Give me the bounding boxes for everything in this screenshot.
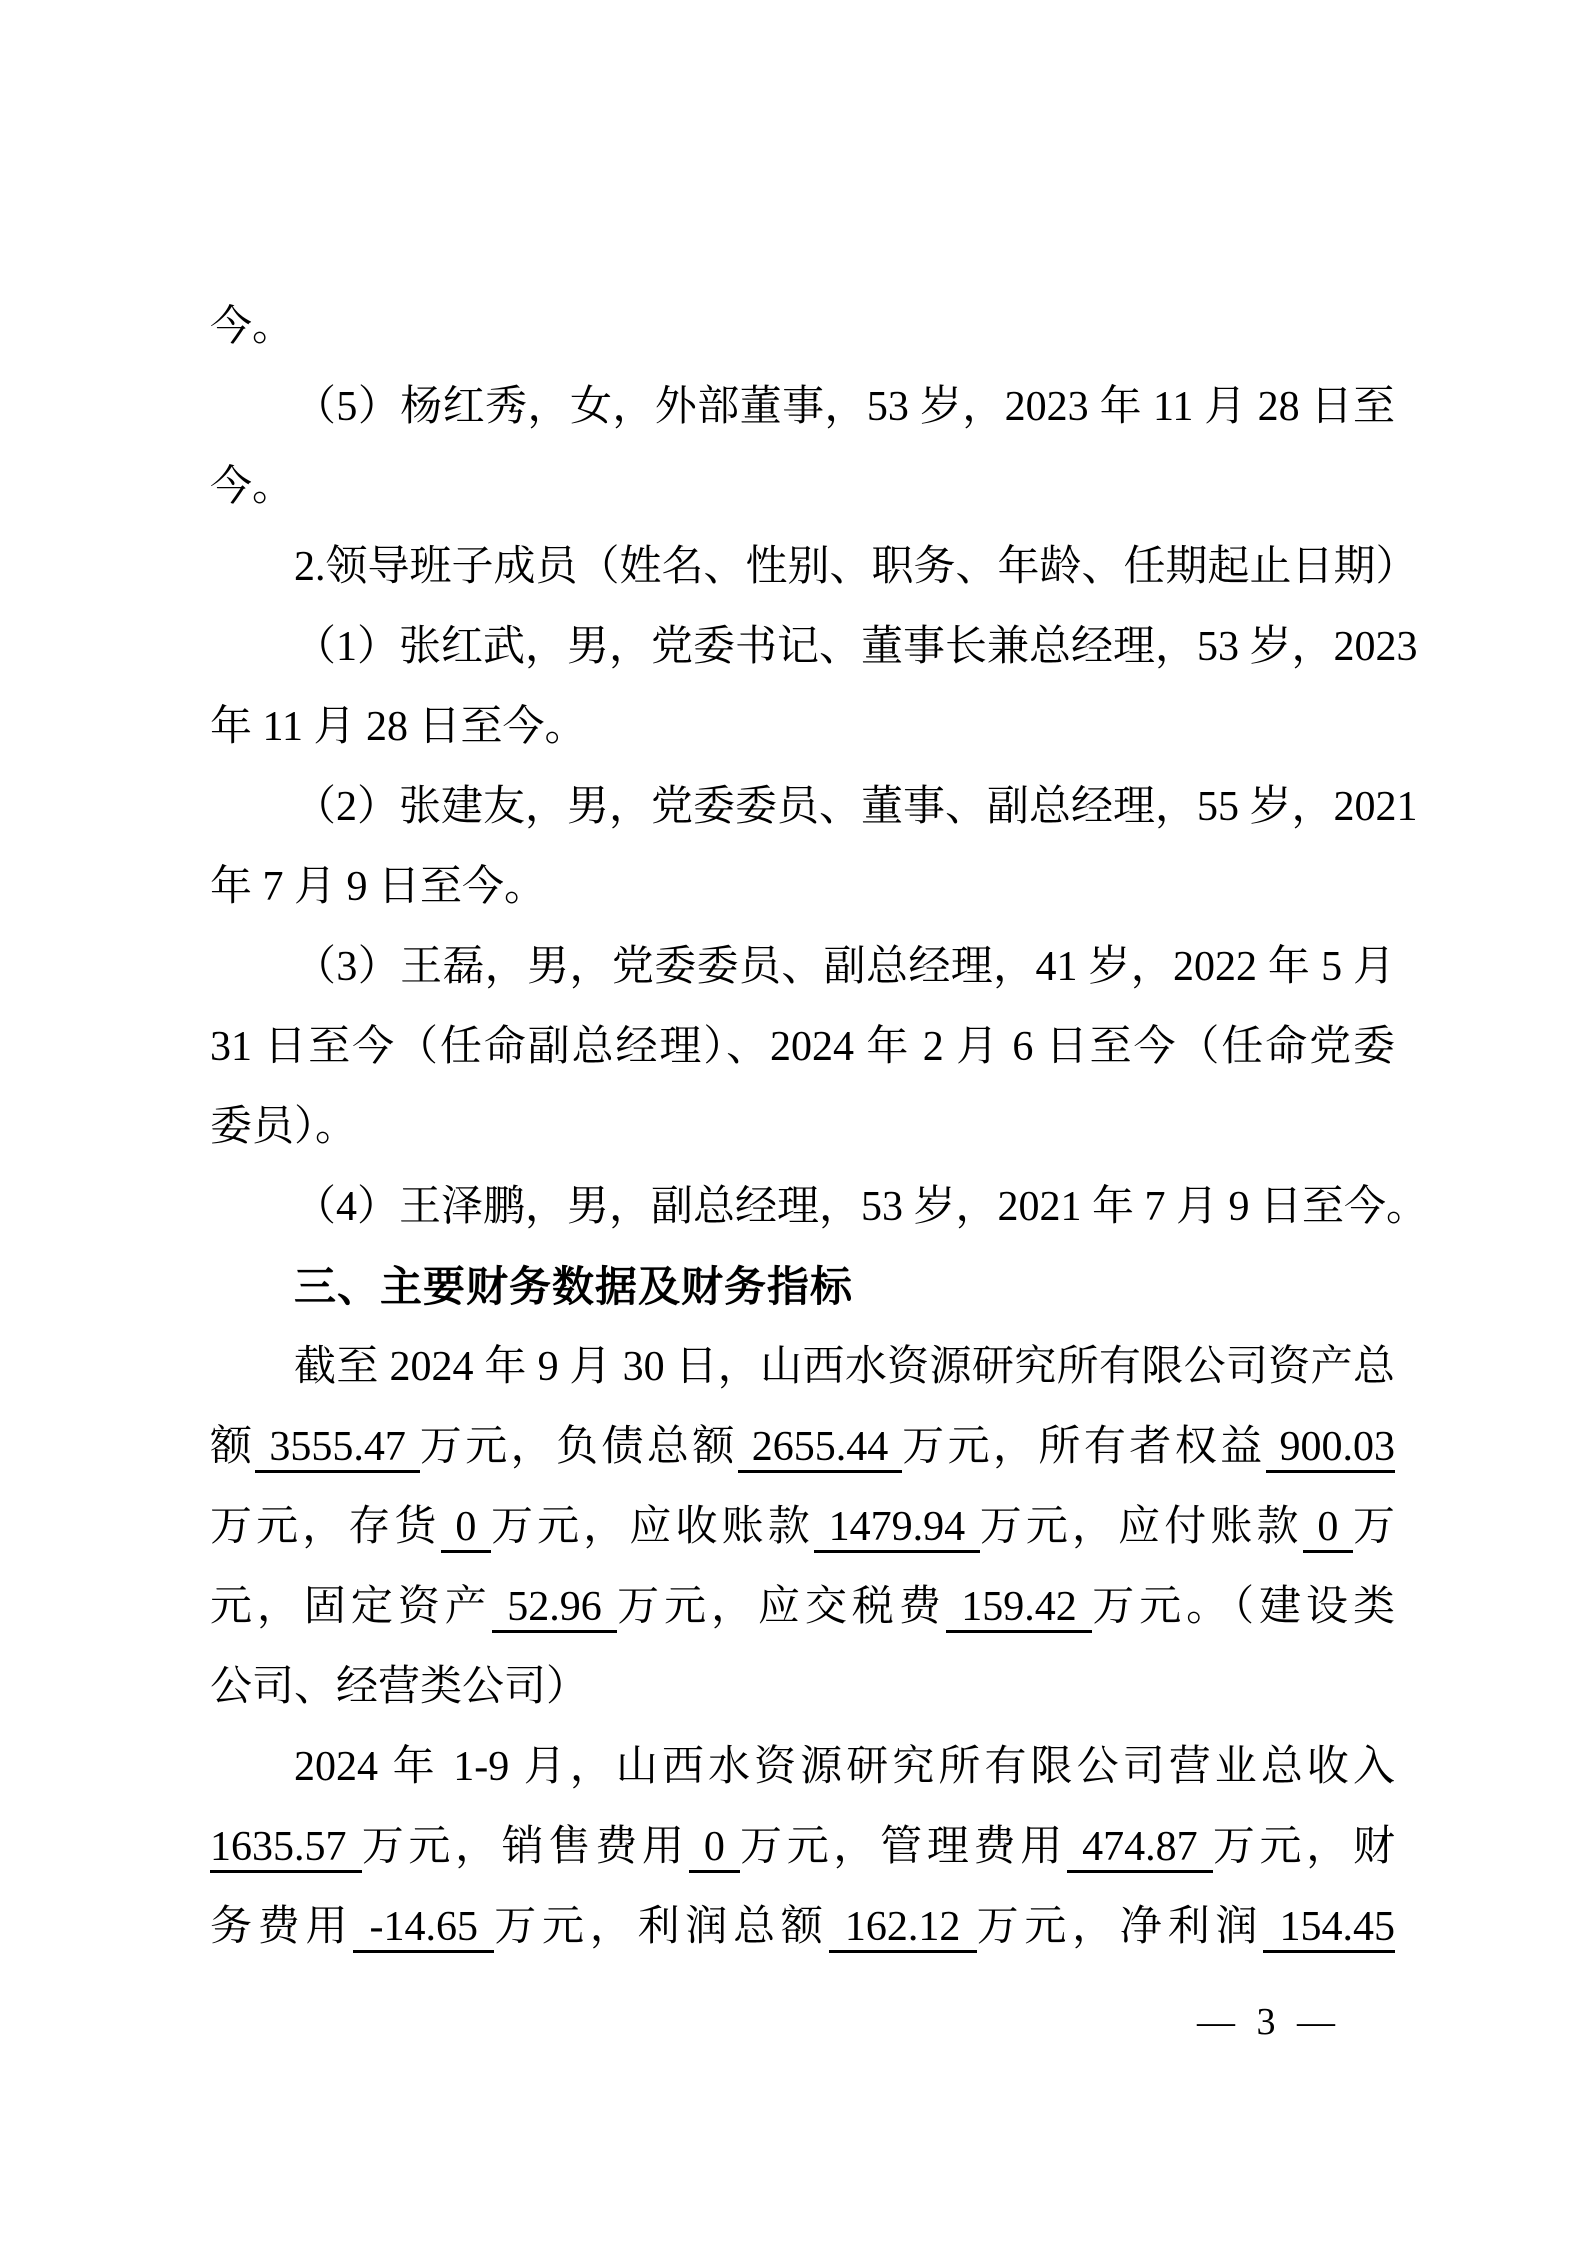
document-line: [210, 1887, 1395, 1967]
section-heading: [210, 1247, 1395, 1327]
text-segment: （5）杨红秀，女，外部董事，53 岁，2023 年 11 月 28 日至: [294, 384, 1395, 430]
underlined-value: 1635.57: [210, 1824, 362, 1873]
text-segment: 2.领导班子成员（姓名、性别、职务、年龄、任期起止日期）: [294, 544, 1418, 590]
document-line: [210, 527, 1418, 607]
text-segment: 今。: [210, 464, 295, 510]
text-segment: 额: [210, 1424, 256, 1470]
text-segment: 元，固定资产: [210, 1584, 492, 1630]
document-line: [210, 847, 1395, 927]
document-line: [210, 927, 1395, 1007]
document-line: [210, 767, 1418, 847]
text-segment: 今。: [210, 304, 295, 350]
text-segment: 万元，利润总额: [494, 1904, 829, 1950]
document-line: [210, 687, 1395, 767]
document-line: [210, 1087, 1395, 1167]
text-segment: 年 11 月 28 日至今。: [210, 704, 587, 750]
underlined-value: 1479.94: [814, 1504, 980, 1553]
text-segment: 2024 年 1-9 月，山西水资源研究所有限公司营业总收入: [294, 1744, 1395, 1790]
text-segment: 万元，存货: [210, 1504, 441, 1550]
document-line: [210, 1807, 1395, 1887]
page-number: — 3 —: [1197, 2001, 1335, 2043]
text-segment: 截至 2024 年 9 月 30 日，山西水资源研究所有限公司资产总: [294, 1344, 1395, 1390]
underlined-value: 52.96: [492, 1584, 617, 1633]
text-segment: 务费用: [210, 1904, 354, 1950]
document-body: [210, 287, 1429, 1967]
underlined-value: 2655.44: [738, 1424, 902, 1473]
document-line: [210, 607, 1418, 687]
underlined-value: -14.65: [353, 1904, 494, 1953]
text-segment: 万元，应付账款: [979, 1504, 1303, 1550]
document-line: [210, 1007, 1395, 1087]
document-line: [210, 367, 1395, 447]
document-line: [210, 1727, 1395, 1807]
text-segment: 万元，应交税费: [617, 1584, 946, 1630]
text-segment: （3）王磊，男，党委委员、副总经理，41 岁，2022 年 5 月: [294, 944, 1395, 990]
text-segment: （4）王泽鹏，男，副总经理，53 岁，2021 年 7 月 9 日至今。: [294, 1184, 1429, 1230]
text-segment: 万元。（建设类: [1092, 1584, 1395, 1630]
underlined-value: 474.87: [1067, 1824, 1213, 1873]
text-segment: 31 日至今（任命副总经理）、2024 年 2 月 6 日至今（任命党委: [210, 1024, 1395, 1070]
document-line: [210, 1407, 1395, 1487]
text-segment: 三、主要财务数据及财务指标: [294, 1263, 854, 1310]
underlined-value: 159.42: [946, 1584, 1092, 1633]
document-line: [210, 1647, 1395, 1727]
document-line: [210, 1327, 1395, 1407]
underlined-value: 0: [441, 1504, 491, 1553]
text-segment: 万: [1352, 1504, 1395, 1550]
text-segment: 万元，财: [1212, 1824, 1395, 1870]
text-segment: （1）张红武，男，党委书记、董事长兼总经理，53 岁，2023: [294, 624, 1418, 670]
underlined-value: 900.03: [1266, 1424, 1395, 1473]
text-segment: 年 7 月 9 日至今。: [210, 864, 547, 910]
underlined-value: 154.45: [1263, 1904, 1395, 1953]
underlined-value: 0: [689, 1824, 740, 1873]
underlined-value: 3555.47: [255, 1424, 419, 1473]
document-line: [210, 447, 1395, 527]
text-segment: 万元，净利润: [976, 1904, 1264, 1950]
underlined-value: 162.12: [829, 1904, 977, 1953]
text-segment: 委员）。: [210, 1104, 358, 1150]
document-line: [210, 1167, 1429, 1247]
text-segment: 万元，销售费用: [361, 1824, 689, 1870]
document-line: [210, 287, 1395, 367]
text-segment: 万元，所有者权益: [902, 1424, 1266, 1470]
text-segment: 公司、经营类公司）: [210, 1664, 589, 1710]
text-segment: 万元，管理费用: [740, 1824, 1067, 1870]
document-line: [210, 1567, 1395, 1647]
underlined-value: 0: [1303, 1504, 1353, 1553]
document-line: [210, 1487, 1395, 1567]
text-segment: 万元，负债总额: [419, 1424, 738, 1470]
text-segment: 万元，应收账款: [490, 1504, 814, 1550]
text-segment: （2）张建友，男，党委委员、董事、副总经理，55 岁，2021: [294, 784, 1418, 830]
